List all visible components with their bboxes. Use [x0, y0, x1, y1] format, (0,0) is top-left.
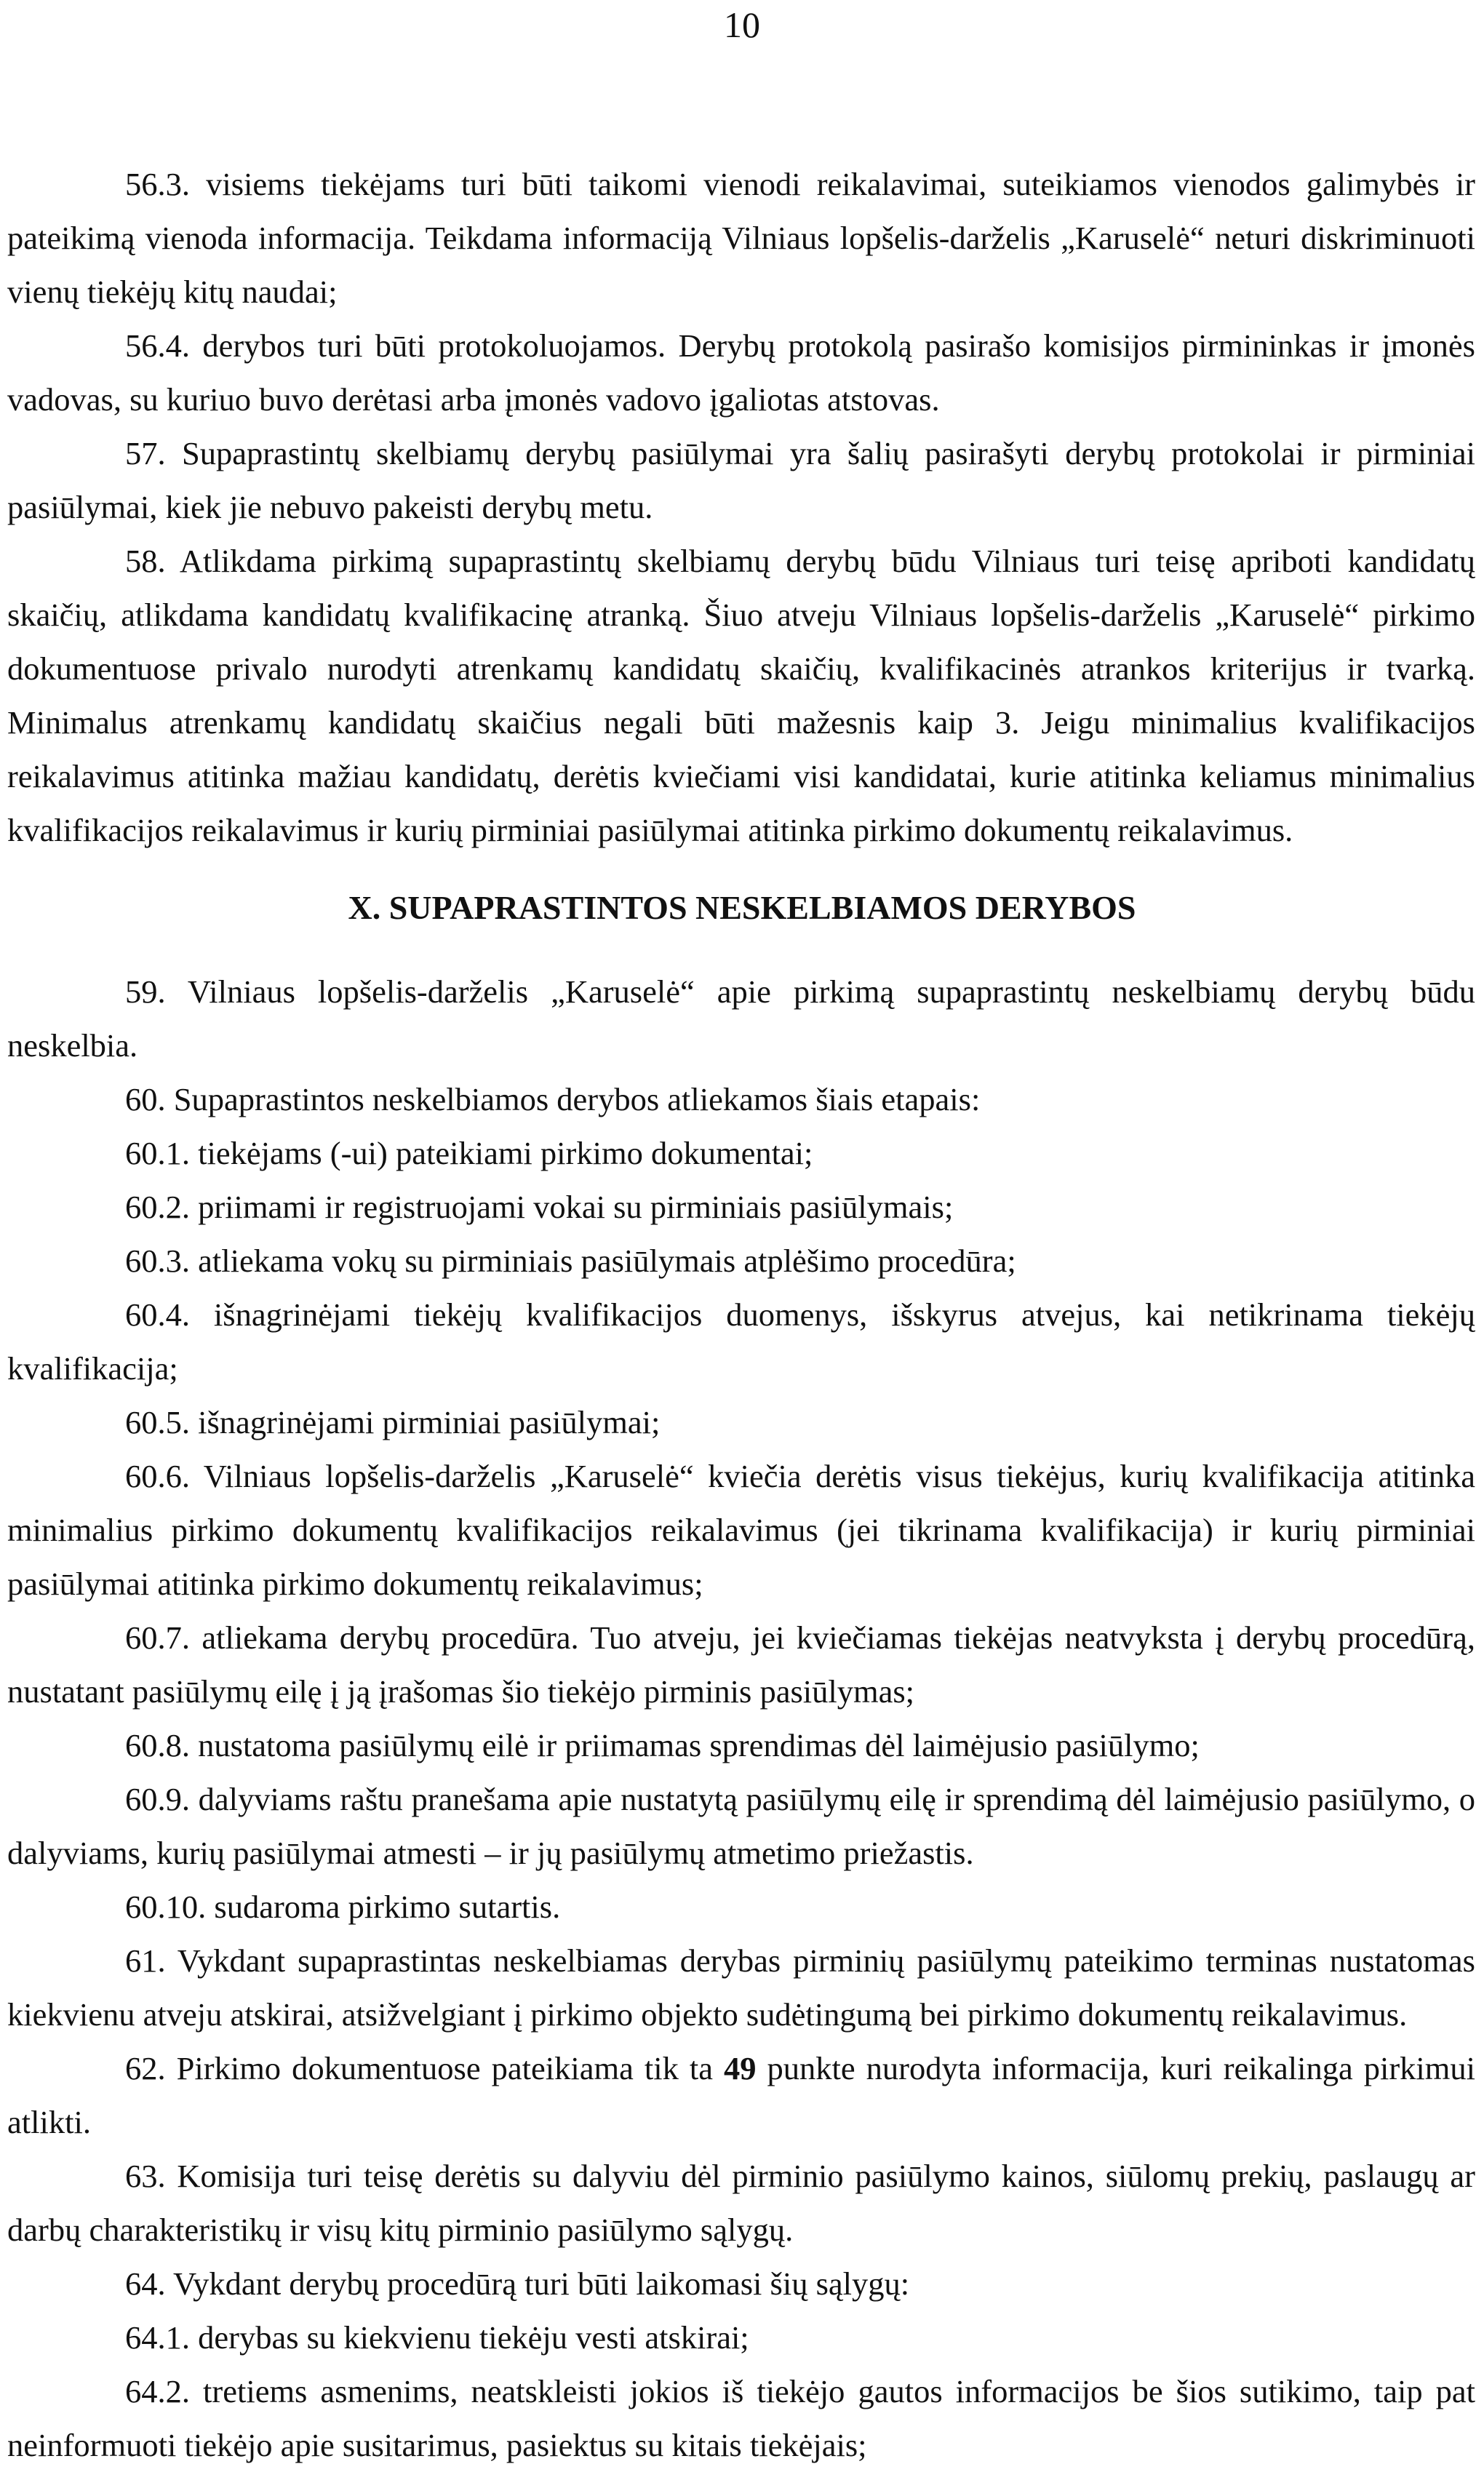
section-continued-text: [7, 157, 1475, 857]
paragraph-64: 64. Vykdant derybų procedūrą turi būti laikomasi šių sąlygų:: [125, 2265, 910, 2302]
paragraph-60-8: 60.8. nustatoma pasiūlymų eilė ir priimamas sprendimas dėl laimėjusio pasiūlymo;: [125, 1727, 1200, 1763]
paragraph-60-9: 60.9. dalyviams raštu pranešama apie nustatytą pasiūlymų eilę ir sprendimą dėl laimėjusio pasiūlymo, o dalyviams, kurių pasiūlymai atmesti – ir jų pasiūlymų atmetimo priežastis.: [7, 1781, 1475, 1871]
paragraph-60-3: 60.3. atliekama vokų su pirminiais pasiūlymais atplėšimo procedūra;: [125, 1243, 1016, 1279]
paragraph-60-1: 60.1. tiekėjams (-ui) pateikiami pirkimo dokumentai;: [125, 1135, 813, 1171]
paragraph-60: 60. Supaprastintos neskelbiamos derybos atliekamos šiais etapais:: [125, 1081, 981, 1117]
paragraph-62: [7, 2041, 1475, 2149]
paragraph-62-text-before: 62. Pirkimo dokumentuose pateikiama tik ta: [125, 2050, 724, 2086]
paragraph-57: 57. Supaprastintų skelbiamų derybų pasiūlymai yra šalių pasirašyti derybų protokolai ir pirminiai pasiūlymai, kiek jie nebuvo pakeisti derybų metu.: [7, 435, 1475, 525]
paragraph-64-2: 64.2. tretiems asmenims, neatskleisti jokios iš tiekėjo gautos informacijos be šios sutikimo, taip pat neinformuoti tiekėjo apie susitarimus, pasiektus su kitais tiekėjais;: [7, 2373, 1475, 2463]
paragraph-59: 59. Vilniaus lopšelis-darželis „Karuselė“ apie pirkimą supaprastintų neskelbiamų derybų būdu neskelbia.: [7, 973, 1475, 1064]
paragraph-58: 58. Atlikdama pirkimą supaprastintų skelbiamų derybų būdu Vilniaus turi teisę apriboti kandidatų skaičių, atlikdama kandidatų kvalifikacinę atranką. Šiuo atveju Vilniaus lopšelis-darželis „Karuselė“ pirkimo dokumentuose privalo nurodyti atrenkamų kandidatų skaičių, kvalifikacinės atrankos kriterijus ir tvarką. Minimalus atrenkamų kandidatų skaičius negali būti mažesnis kaip 3. Jeigu minimalius kvalifikacijos reikalavimus atitinka mažiau kandidatų, derėtis kviečiami visi kandidatai, kurie atitinka keliamus minimalius kvalifikacijos reikalavimus ir kurių pirminiai pasiūlymai atitinka pirkimo dokumentų reikalavimus.: [7, 543, 1475, 848]
paragraph-56-3: 56.3. visiems tiekėjams turi būti taikomi vienodi reikalavimai, suteikiamos vienodos galimybės ir pateikimą vienoda informacija. Teikdama informaciją Vilniaus lopšelis-darželis „Karuselė“ neturi diskriminuoti vienų tiekėjų kitų naudai;: [7, 166, 1475, 310]
paragraph-63: 63. Komisija turi teisę derėtis su dalyviu dėl pirminio pasiūlymo kainos, siūlomų prekių, paslaugų ar darbų charakteristikų ir visų kitų pirminio pasiūlymo sąlygų.: [7, 2158, 1475, 2248]
paragraph-60-2: 60.2. priimami ir registruojami vokai su pirminiais pasiūlymais;: [125, 1189, 954, 1225]
paragraph-60-6: 60.6. Vilniaus lopšelis-darželis „Karuselė“ kviečia derėtis visus tiekėjus, kurių kvalifikacija atitinka minimalius pirkimo dokumentų kvalifikacijos reikalavimus (jei tikrinama kvalifikacija) ir kurių pirminiai pasiūlymai atitinka pirkimo dokumentų reikalavimus;: [7, 1458, 1475, 1602]
paragraph-62-bold-reference: 49: [724, 2050, 757, 2086]
paragraph-60-5: 60.5. išnagrinėjami pirminiai pasiūlymai;: [125, 1404, 661, 1440]
page-number: 10: [724, 4, 760, 45]
paragraph-62-text-after: punkte nurodyta informacija, kuri reikalinga pirkimui atlikti.: [7, 2050, 1475, 2140]
paragraph-60-4: 60.4. išnagrinėjami tiekėjų kvalifikacijos duomenys, išskyrus atvejus, kai netikrinama tiekėjų kvalifikacija;: [7, 1296, 1475, 1387]
section-heading: X. SUPAPRASTINTOS NESKELBIAMOS DERYBOS: [348, 889, 1136, 926]
paragraph-60-10: 60.10. sudaroma pirkimo sutartis.: [125, 1889, 561, 1925]
section-x-body: [7, 965, 1475, 2472]
paragraph-61: 61. Vykdant supaprastintas neskelbiamas derybas pirminių pasiūlymų pateikimo terminas nustatomas kiekvienu atveju atskirai, atsižvelgiant į pirkimo objekto sudėtingumą bei pirkimo dokumentų reikalavimus.: [7, 1942, 1475, 2033]
paragraph-56-4: 56.4. derybos turi būti protokoluojamos. Derybų protokolą pasirašo komisijos pirmininkas ir įmonės vadovas, su kuriuo buvo derėtasi arba įmonės vadovo įgaliotas atstovas.: [7, 327, 1475, 418]
paragraph-60-7: 60.7. atliekama derybų procedūra. Tuo atveju, jei kviečiamas tiekėjas neatvyksta į derybų procedūrą, nustatant pasiūlymų eilę į ją įrašomas šio tiekėjo pirminis pasiūlymas;: [7, 1619, 1475, 1710]
paragraph-64-1: 64.1. derybas su kiekvienu tiekėju vesti atskirai;: [125, 2319, 749, 2356]
